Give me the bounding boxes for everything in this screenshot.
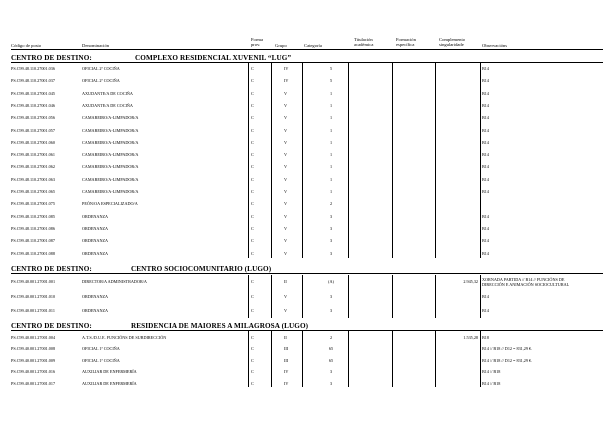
section-header bbox=[11, 322, 309, 330]
categoria-cell: 3 bbox=[329, 238, 333, 244]
table-row bbox=[0, 75, 615, 85]
post-code-cell: PS.C99.40.001.27001.008 bbox=[11, 346, 56, 352]
grupo-cell: V bbox=[284, 139, 288, 145]
post-code-cell: PS.C99.48.110.27001.057 bbox=[11, 127, 55, 133]
forma-prov-cell: C bbox=[251, 346, 254, 352]
table-row bbox=[0, 305, 615, 315]
post-name-cell: OFICIAL 2ª COCIÑA bbox=[82, 66, 120, 71]
post-code-cell: PS.C99.48.110.27001.060 bbox=[11, 139, 55, 145]
post-code-cell: PS.C99.48.110.27001.056 bbox=[11, 115, 55, 121]
table-row bbox=[0, 276, 615, 286]
section-title: RESIDENCIA DE MAIORES A MILAGROSA (LUGO) bbox=[131, 322, 309, 330]
categoria-cell: (A) bbox=[328, 279, 334, 284]
forma-prov-cell: C bbox=[251, 201, 254, 207]
table-row bbox=[0, 161, 615, 171]
grupo-cell: V bbox=[284, 115, 288, 121]
grupo-cell: V bbox=[284, 176, 288, 182]
forma-prov-cell: C bbox=[251, 115, 254, 121]
header-complemento: Complemento singularidade bbox=[439, 37, 466, 47]
section-label: CENTRO DE DESTINO: bbox=[11, 54, 92, 62]
section-rule bbox=[11, 330, 603, 331]
post-name-cell: ORDENANZA bbox=[82, 225, 109, 231]
grupo-cell: V bbox=[284, 308, 288, 313]
section-title: CENTRO SOCIOCOMUNITARIO (LUGO) bbox=[131, 265, 272, 273]
table-row bbox=[0, 149, 615, 159]
column-divider bbox=[348, 331, 349, 387]
table-row bbox=[0, 137, 615, 147]
table-row bbox=[0, 235, 615, 245]
post-code-cell: PS.C99.48.110.27001.062 bbox=[11, 164, 55, 170]
forma-prov-cell: C bbox=[251, 66, 254, 71]
categoria-cell: 1 bbox=[329, 115, 333, 121]
observacions-cell: B14 // B18 // D12 = 831,29 €. bbox=[482, 346, 533, 352]
post-name-cell: AUXILIAR DE ENFERMERÍA bbox=[82, 380, 137, 386]
post-name-cell: AXUDANTE/A DE COCIÑA bbox=[82, 102, 133, 108]
grupo-cell: IV bbox=[284, 380, 289, 386]
observacions-cell: B14 bbox=[482, 127, 489, 133]
observacions-cell: B14 bbox=[482, 176, 489, 182]
categoria-cell: 1 bbox=[329, 127, 333, 133]
observacions-cell: B14 bbox=[482, 189, 489, 194]
header-titulacion: Titulación académica bbox=[354, 37, 374, 47]
observacions-cell: B14 bbox=[482, 225, 489, 231]
grupo-cell: V bbox=[284, 225, 288, 231]
column-divider bbox=[271, 331, 272, 387]
column-divider bbox=[348, 62, 349, 258]
header-categoria: Categoría bbox=[304, 43, 322, 48]
grupo-cell: V bbox=[284, 238, 288, 244]
forma-prov-cell: C bbox=[251, 213, 254, 219]
post-name-cell: CAMAREIRO/A-LIMPADOR/A bbox=[82, 139, 139, 145]
post-code-cell: PS.C99.48.110.27001.087 bbox=[11, 238, 55, 244]
grupo-cell: V bbox=[284, 250, 288, 256]
forma-prov-cell: C bbox=[251, 293, 254, 299]
categoria-cell: 65 bbox=[328, 346, 334, 352]
forma-prov-cell: C bbox=[251, 176, 254, 182]
table-row bbox=[0, 248, 615, 258]
post-name-cell: CAMAREIRO/A-LIMPADOR/A bbox=[82, 115, 139, 121]
categoria-cell: 65 bbox=[328, 357, 334, 363]
column-divider bbox=[392, 275, 393, 318]
post-name-cell: CAMAREIRO/A-LIMPADOR/A bbox=[82, 164, 139, 170]
column-divider bbox=[271, 62, 272, 258]
table-row bbox=[0, 343, 615, 353]
post-code-cell: PS.C99.48.110.27001.086 bbox=[11, 225, 55, 231]
table-row bbox=[0, 198, 615, 208]
forma-prov-cell: C bbox=[251, 238, 254, 244]
categoria-cell: 2 bbox=[329, 335, 333, 340]
column-divider bbox=[392, 62, 393, 258]
post-name-cell: ORDENANZA bbox=[82, 213, 109, 219]
header-formacion: Formación específica bbox=[396, 37, 416, 47]
forma-prov-cell: C bbox=[251, 357, 254, 363]
grupo-cell: V bbox=[284, 213, 288, 219]
grupo-cell: IV bbox=[284, 369, 289, 375]
observacions-cell: B14 bbox=[482, 78, 489, 84]
table-row bbox=[0, 332, 615, 342]
categoria-cell: 5 bbox=[329, 78, 333, 84]
header-codigo: Código de posto bbox=[11, 43, 42, 48]
grupo-cell: V bbox=[284, 102, 288, 108]
complemento-cell: 1.535,28 bbox=[463, 335, 478, 340]
grupo-cell: V bbox=[284, 152, 288, 158]
header-observacions: Observacións bbox=[482, 43, 508, 48]
post-code-cell: PS.C99.40.001.27001.011 bbox=[11, 308, 55, 313]
section-label: CENTRO DE DESTINO: bbox=[11, 265, 92, 273]
categoria-cell: 3 bbox=[329, 308, 333, 313]
header-forma: Forma prov. bbox=[251, 37, 263, 47]
column-divider bbox=[248, 275, 249, 318]
column-divider bbox=[480, 331, 481, 387]
post-name-cell: CAMAREIRO/A-LIMPADOR/A bbox=[82, 152, 139, 158]
grupo-cell: V bbox=[284, 201, 288, 207]
post-code-cell: PS.C99.48.110.27001.088 bbox=[11, 250, 55, 256]
categoria-cell: 1 bbox=[329, 152, 333, 158]
header-rule bbox=[11, 49, 603, 50]
observacions-cell: B14 bbox=[482, 250, 489, 256]
observacions-cell: B14 bbox=[482, 90, 489, 96]
categoria-cell: 1 bbox=[329, 164, 333, 170]
observacions-cell: B14 // B18 bbox=[482, 380, 501, 386]
post-code-cell: PS.C99.40.001.27001.010 bbox=[11, 293, 56, 299]
table-row bbox=[0, 125, 615, 135]
categoria-cell: 2 bbox=[329, 201, 333, 207]
categoria-cell: 3 bbox=[329, 380, 333, 386]
post-name-cell: AXUDANTE/A DE COCIÑA bbox=[82, 90, 133, 96]
table-row bbox=[0, 63, 615, 73]
observacions-cell: B14 bbox=[482, 164, 489, 170]
table-row bbox=[0, 186, 615, 196]
column-divider bbox=[392, 331, 393, 387]
post-code-cell: PS.C99.48.110.27001.037 bbox=[11, 78, 55, 84]
post-name-cell: ORDENANZA bbox=[82, 308, 109, 313]
column-divider bbox=[480, 275, 481, 318]
post-code-cell: PS.C99.48.110.27001.046 bbox=[11, 102, 55, 108]
categoria-cell: 1 bbox=[329, 102, 333, 108]
post-name-cell: OFICIAL 1ª COCIÑA bbox=[82, 357, 120, 363]
column-divider bbox=[302, 62, 303, 258]
categoria-cell: 5 bbox=[329, 66, 333, 71]
forma-prov-cell: C bbox=[251, 152, 254, 158]
grupo-cell: V bbox=[284, 164, 288, 170]
categoria-cell: 3 bbox=[329, 250, 333, 256]
table-row bbox=[0, 112, 615, 122]
observacions-cell: B14 bbox=[482, 152, 489, 158]
post-code-cell: PS.C99.40.001.27001.017 bbox=[11, 380, 56, 386]
post-code-cell: PS.C99.48.110.27001.061 bbox=[11, 152, 55, 158]
forma-prov-cell: C bbox=[251, 380, 254, 386]
grupo-cell: III bbox=[284, 357, 289, 363]
column-divider bbox=[302, 275, 303, 318]
post-name-cell: DIRECTOR/A ADMINISTRADOR/A bbox=[82, 279, 147, 284]
table-row bbox=[0, 355, 615, 365]
post-name-cell: OFICIAL 2ª COCIÑA bbox=[82, 78, 120, 84]
post-name-cell: CAMAREIRO/A-LIMPADOR/A bbox=[82, 127, 139, 133]
post-code-cell: PS.C99.48.110.27001.063 bbox=[11, 176, 55, 182]
categoria-cell: 1 bbox=[329, 176, 333, 182]
section-header bbox=[11, 265, 272, 273]
observacions-cell: B14 // B18 // D12 = 831,29 €. bbox=[482, 357, 533, 363]
forma-prov-cell: C bbox=[251, 139, 254, 145]
forma-prov-cell: C bbox=[251, 250, 254, 256]
grupo-cell: V bbox=[284, 127, 288, 133]
table-row bbox=[0, 291, 615, 301]
table-row bbox=[0, 223, 615, 233]
column-divider bbox=[480, 62, 481, 258]
column-divider bbox=[248, 331, 249, 387]
table-row bbox=[0, 174, 615, 184]
complemento-cell: 2.945,32 bbox=[463, 279, 478, 284]
observacions-cell: B14 bbox=[482, 102, 489, 108]
grupo-cell: II bbox=[284, 335, 287, 340]
post-code-cell: PS.C99.40.001.27001.004 bbox=[11, 335, 56, 340]
categoria-cell: 3 bbox=[329, 369, 333, 375]
observacions-cell: B14 bbox=[482, 139, 489, 145]
forma-prov-cell: C bbox=[251, 127, 254, 133]
post-code-cell: PS.C99.48.110.27001.036 bbox=[11, 66, 55, 71]
post-code-cell: PS.C99.48.110.27001.075 bbox=[11, 201, 55, 207]
section-title: COMPLEXO RESIDENCIAL XUVENIL “LUG” bbox=[135, 54, 292, 62]
section-label: CENTRO DE DESTINO: bbox=[11, 322, 92, 330]
post-name-cell: ORDENANZA bbox=[82, 238, 109, 244]
forma-prov-cell: C bbox=[251, 78, 254, 84]
post-name-cell: A.T.S./D.U.E. FUNCIÓNS DE SUBDIRECCIÓN bbox=[82, 335, 167, 340]
post-name-cell: ORDENANZA bbox=[82, 293, 109, 299]
grupo-cell: IV bbox=[284, 78, 289, 84]
section-rule bbox=[11, 273, 603, 274]
categoria-cell: 1 bbox=[329, 189, 333, 194]
forma-prov-cell: C bbox=[251, 369, 254, 375]
grupo-cell: V bbox=[284, 293, 288, 299]
header-grupo: Grupo bbox=[275, 43, 287, 48]
column-divider bbox=[435, 331, 436, 387]
categoria-cell: 3 bbox=[329, 225, 333, 231]
header-denominacion: Denominación bbox=[82, 43, 110, 48]
post-code-cell: PS.C99.40.001.27001.001 bbox=[11, 279, 56, 284]
post-name-cell: PEÓN/OA ESPECIALIZADO/A bbox=[82, 201, 138, 207]
post-name-cell: CAMAREIRO/A-LIMPADOR/A bbox=[82, 189, 139, 194]
post-name-cell: OFICIAL 1ª COCIÑA bbox=[82, 346, 120, 352]
grupo-cell: IV bbox=[284, 66, 289, 71]
section-header bbox=[11, 54, 292, 62]
forma-prov-cell: C bbox=[251, 90, 254, 96]
post-code-cell: PS.C99.48.110.27001.065 bbox=[11, 189, 55, 194]
observacions-cell: B14 bbox=[482, 308, 489, 313]
observacions-cell: B14 bbox=[482, 213, 489, 219]
post-name-cell: ORDENANZA bbox=[82, 250, 109, 256]
column-divider bbox=[435, 275, 436, 318]
post-code-cell: PS.C99.40.001.27001.016 bbox=[11, 369, 56, 375]
forma-prov-cell: C bbox=[251, 102, 254, 108]
observacions-cell: B18 bbox=[482, 335, 489, 340]
post-code-cell: PS.C99.40.001.27001.009 bbox=[11, 357, 56, 363]
column-divider bbox=[435, 62, 436, 258]
column-divider bbox=[348, 275, 349, 318]
post-name-cell: CAMAREIRO/A-LIMPADOR/A bbox=[82, 176, 139, 182]
post-code-cell: PS.C99.48.110.27001.085 bbox=[11, 213, 55, 219]
observacions-cell: B14 bbox=[482, 66, 489, 71]
grupo-cell: V bbox=[284, 189, 288, 194]
forma-prov-cell: C bbox=[251, 189, 254, 194]
post-code-cell: PS.C99.48.110.27001.045 bbox=[11, 90, 55, 96]
column-divider bbox=[302, 331, 303, 387]
categoria-cell: 1 bbox=[329, 90, 333, 96]
forma-prov-cell: C bbox=[251, 164, 254, 170]
post-name-cell: AUXILIAR DE ENFERMERÍA bbox=[82, 369, 137, 375]
categoria-cell: 3 bbox=[329, 293, 333, 299]
table-row bbox=[0, 100, 615, 110]
forma-prov-cell: C bbox=[251, 225, 254, 231]
table-row bbox=[0, 211, 615, 221]
observacions-cell: B14 // B18 bbox=[482, 369, 501, 375]
observacions-cell: B14 bbox=[482, 115, 489, 121]
table-row bbox=[0, 378, 615, 388]
table-row bbox=[0, 366, 615, 376]
forma-prov-cell: C bbox=[251, 279, 254, 284]
categoria-cell: 1 bbox=[329, 139, 333, 145]
column-divider bbox=[271, 275, 272, 318]
observacions-cell: B14 bbox=[482, 238, 489, 244]
grupo-cell: V bbox=[284, 90, 288, 96]
forma-prov-cell: C bbox=[251, 335, 254, 340]
observacions-cell: XORNADA PARTIDA // B14 // FUNCIÓNS DE DIRECCIÓN E ANIMACIÓN SOCIOCULTURAL bbox=[482, 277, 570, 287]
observacions-cell: B14 bbox=[482, 293, 489, 299]
grupo-cell: III bbox=[284, 346, 289, 352]
categoria-cell: 3 bbox=[329, 213, 333, 219]
column-divider bbox=[248, 62, 249, 258]
table-row bbox=[0, 88, 615, 98]
forma-prov-cell: C bbox=[251, 308, 254, 313]
grupo-cell: II bbox=[284, 279, 287, 284]
